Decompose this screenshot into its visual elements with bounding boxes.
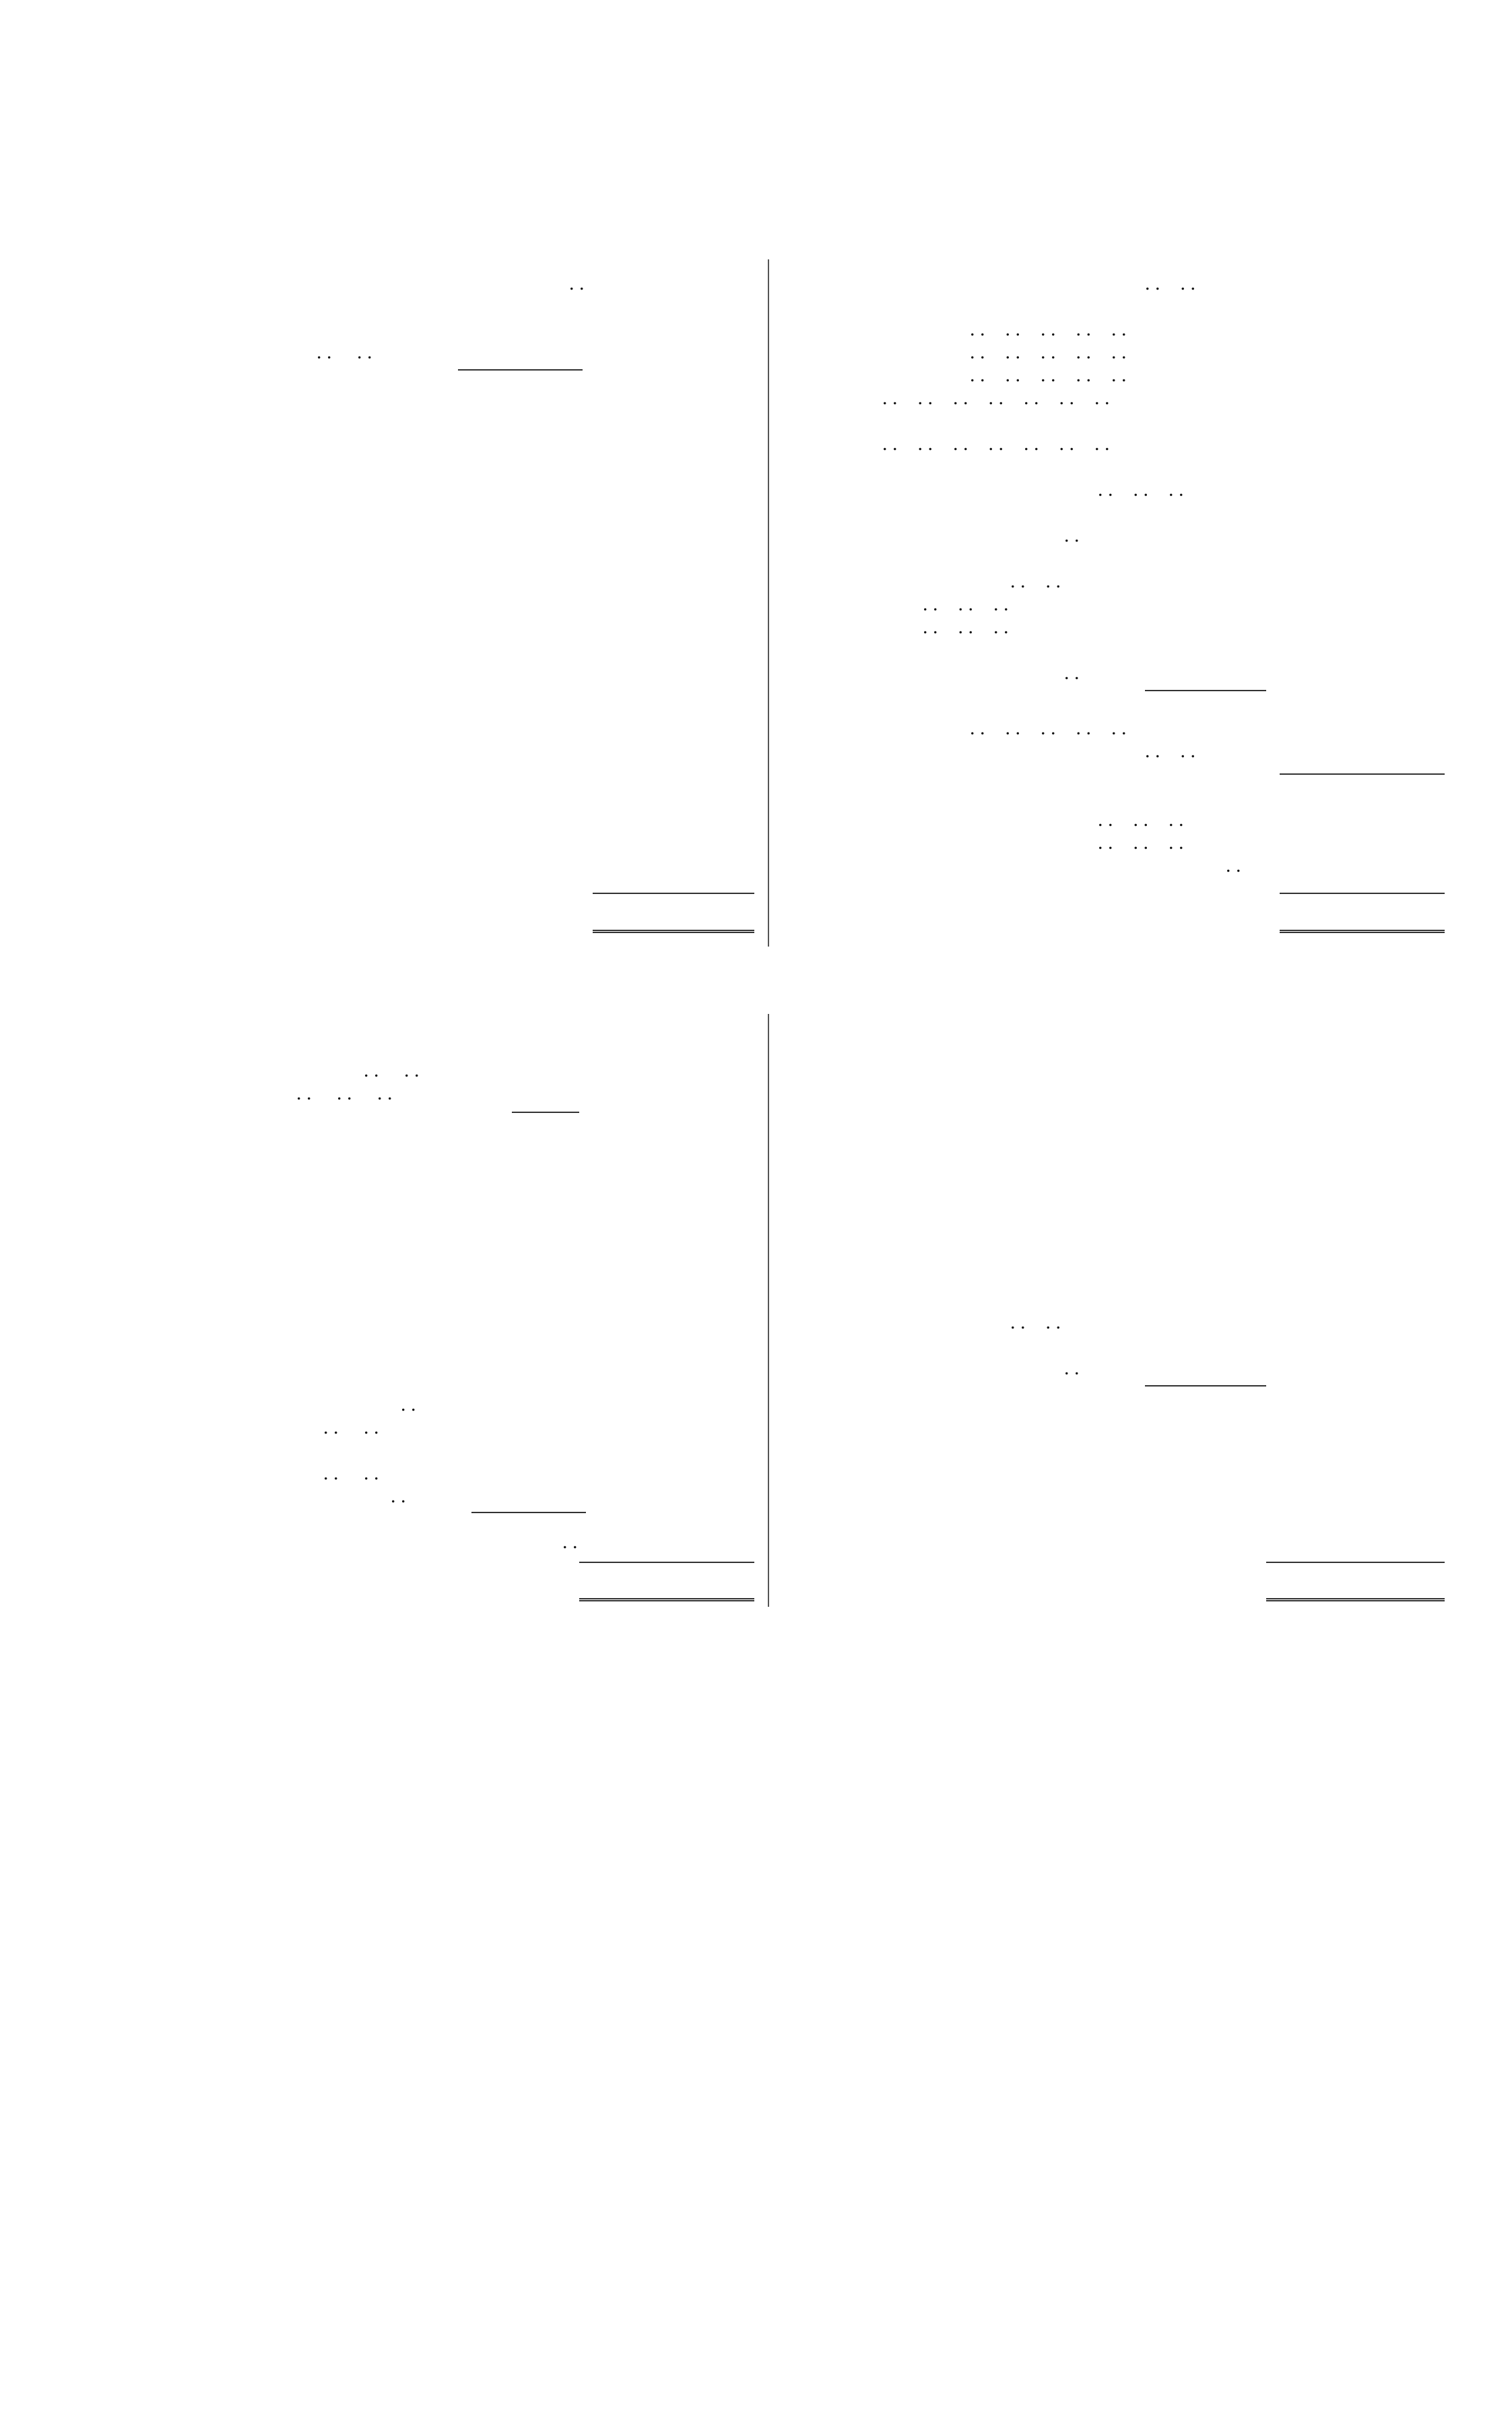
leader-dots: . . <box>1226 854 1241 877</box>
leader-dots: . . . . . . <box>1098 831 1184 854</box>
leader-dots: . . <box>569 272 585 294</box>
rule <box>512 1112 579 1113</box>
leader-dots: . . <box>1064 662 1080 684</box>
rule <box>458 369 583 371</box>
balance-divider <box>768 1014 769 1607</box>
leader-dots: . . . . . . . . . . <box>970 341 1127 363</box>
rule <box>1280 773 1445 775</box>
leader-dots: . . . . <box>1145 272 1195 294</box>
leader-dots: . . . . <box>323 1462 379 1484</box>
leader-dots: . . . . <box>323 1416 379 1438</box>
double-rule <box>1280 930 1445 933</box>
leader-dots: . . <box>1064 1357 1080 1379</box>
rule <box>579 1562 754 1563</box>
rule <box>1280 893 1445 894</box>
leader-dots: . . . . <box>1010 570 1061 592</box>
leader-dots: . . . . . . <box>923 593 1009 615</box>
rule <box>1145 690 1266 691</box>
leader-dots: . . <box>1064 524 1080 546</box>
leader-dots: . . <box>391 1485 406 1507</box>
leader-dots: . . . . . . . . . . <box>970 717 1127 739</box>
leader-dots: . . . . . . . . . . <box>970 318 1127 340</box>
rule <box>471 1512 586 1513</box>
leader-dots: . . . . <box>1145 740 1195 762</box>
leader-dots: . . . . . . <box>1098 478 1184 501</box>
leader-dots: . . . . . . <box>296 1082 393 1104</box>
leader-dots: . . . . <box>317 341 372 363</box>
leader-dots: . . . . . . . . . . <box>970 364 1127 386</box>
double-rule <box>593 930 754 933</box>
rule <box>1145 1385 1266 1387</box>
rule <box>1266 1562 1445 1563</box>
leader-dots: . . . . . . . . . . . . . . <box>882 433 1110 455</box>
revenue-divider <box>768 259 769 947</box>
rule <box>593 893 754 894</box>
leader-dots: . . . . <box>364 1059 420 1081</box>
double-rule <box>579 1598 754 1601</box>
leader-dots: . . . . . . <box>1098 808 1184 831</box>
leader-dots: . . . . <box>1010 1311 1061 1333</box>
leader-dots: . . <box>562 1531 578 1553</box>
double-rule <box>1266 1598 1445 1601</box>
leader-dots: . . <box>401 1393 416 1415</box>
leader-dots: . . . . . . . . . . . . . . <box>882 387 1110 409</box>
leader-dots: . . . . . . <box>923 616 1009 638</box>
